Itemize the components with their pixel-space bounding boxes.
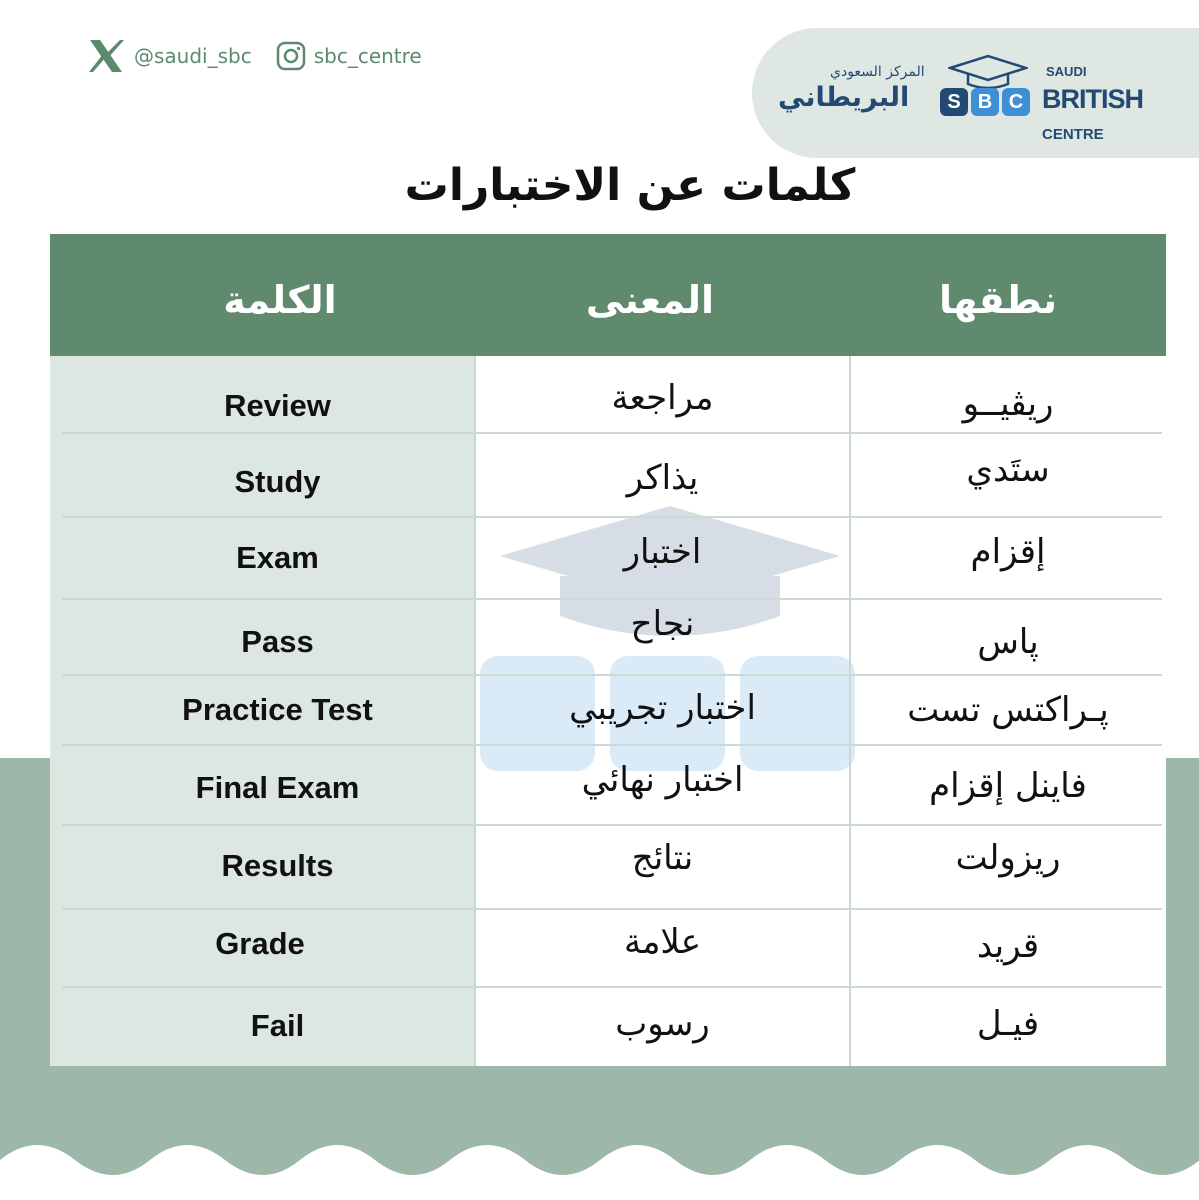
cell-meaning: اختبار: [623, 532, 702, 572]
table-row: [50, 434, 1166, 516]
cell-pronunciation: ستَدي: [966, 450, 1050, 490]
cell-pronunciation: پـراكتس تست: [907, 690, 1109, 730]
logo-letter-b: B: [971, 88, 999, 116]
table-row: [50, 826, 1166, 908]
table-row: [50, 600, 1166, 674]
social-links: [86, 36, 422, 76]
header-word: الكلمة: [223, 278, 337, 322]
cell-word: Results: [221, 848, 334, 883]
cell-word: Final Exam: [195, 770, 360, 805]
cell-word: Grade: [215, 926, 305, 961]
cell-meaning: يذاكر: [626, 458, 699, 498]
cell-meaning: اختبار تجريبي: [569, 688, 756, 728]
table-row: [50, 356, 1166, 432]
cell-meaning: مراجعة: [611, 378, 714, 418]
logo-saudi-text: SAUDI: [1046, 64, 1087, 79]
cell-word: Exam: [236, 540, 319, 575]
logo-british-centre-text: [1042, 84, 1199, 146]
table-row: [50, 910, 1166, 986]
graduation-cap-icon: [948, 54, 1028, 90]
cell-meaning: نتائج: [631, 838, 694, 878]
instagram-icon[interactable]: [276, 41, 306, 71]
page-title: كلمات عن الاختبارات: [404, 160, 856, 211]
cell-pronunciation: ريزولت: [955, 838, 1061, 878]
logo-letter-s: S: [940, 88, 968, 116]
cell-meaning: رسوب: [615, 1004, 710, 1044]
logo-arabic-name: البريطاني: [778, 82, 910, 113]
wave-decoration: [0, 1120, 1199, 1200]
x-icon[interactable]: [86, 36, 126, 76]
cell-pronunciation: قريد: [976, 926, 1040, 966]
cell-word: Study: [234, 464, 321, 499]
table-row: [50, 676, 1166, 744]
cell-pronunciation: فيـل: [976, 1004, 1040, 1044]
logo-arabic-subtitle: المركز السعودي: [830, 64, 925, 80]
logo-letter-c: C: [1002, 88, 1030, 116]
cell-pronunciation: إقزام: [970, 532, 1046, 572]
cell-pronunciation: فاينل إقزام: [929, 766, 1087, 806]
cell-meaning: نجاح: [630, 604, 695, 644]
logo-centre-word: CENTRE: [1042, 126, 1104, 143]
logo-sbc-letters: [940, 88, 1030, 116]
cell-word: Review: [224, 388, 331, 423]
instagram-handle[interactable]: sbc_centre: [313, 44, 422, 68]
x-handle[interactable]: @saudi_sbc: [134, 44, 252, 68]
cell-pronunciation: پاس: [977, 622, 1039, 662]
cell-word: Pass: [241, 624, 314, 659]
table-row: [50, 988, 1166, 1066]
table-row: [50, 746, 1166, 824]
vocabulary-table: [50, 234, 1166, 1066]
cell-meaning: اختبار نهائي: [581, 760, 744, 800]
table-header: [50, 234, 1166, 356]
logo-british-word: BRITISH: [1042, 84, 1143, 114]
header-pronunciation: نطقها: [939, 278, 1057, 322]
cell-word: Practice Test: [182, 692, 373, 727]
header-meaning: المعنى: [585, 278, 715, 322]
cell-word: Fail: [250, 1008, 305, 1043]
cell-meaning: علامة: [623, 922, 701, 962]
table-body: [50, 356, 1166, 1066]
table-row: [50, 518, 1166, 598]
cell-pronunciation: ريڤيــو: [962, 384, 1054, 424]
